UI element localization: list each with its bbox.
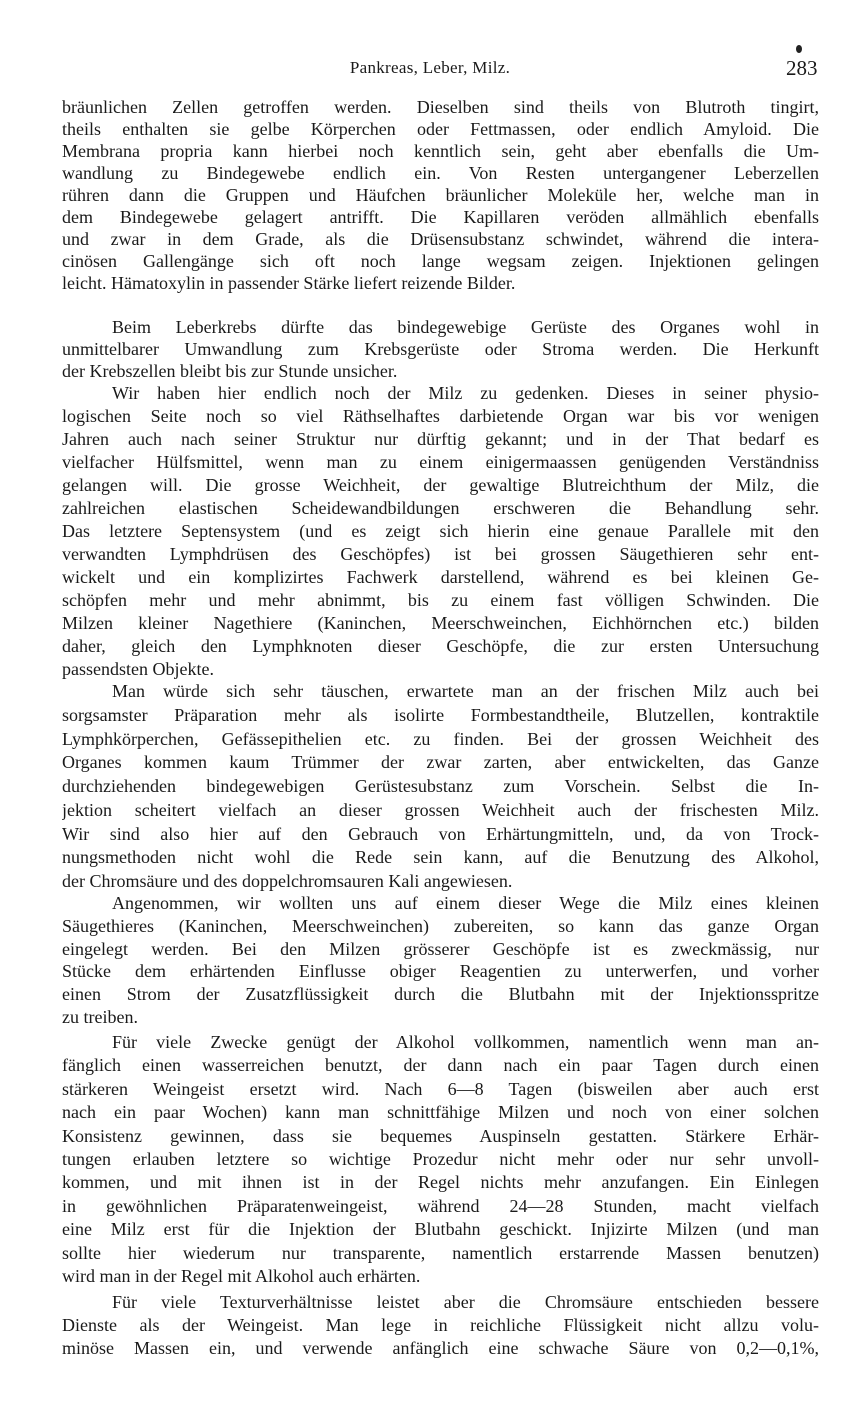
text-line: vielfacher Hülfsmittel, wenn man zu einem einigermaassen genügenden Verständniss bbox=[62, 452, 819, 472]
text-line: Jahren auch nach seiner Struktur nur dürftig gekannt; und in der That bedarf es bbox=[62, 429, 819, 449]
text-line: sollte hier wiederum nur transparente, namentlich erstarrende Massen benutzen) bbox=[62, 1242, 819, 1263]
text-line: minöse Massen ein, und verwende anfänglich eine schwache Säure von 0,2—0,1%, bbox=[62, 1338, 819, 1358]
text-line: jektion scheitert vielfach an dieser grossen Weichheit auch der frischesten Milz. bbox=[62, 799, 819, 820]
text-line: nach ein paar Wochen) kann man schnittfähige Milzen und noch von einer solchen bbox=[62, 1102, 819, 1123]
text-line: rühren dann die Gruppen und Häufchen bräunlicher Moleküle her, welche man in bbox=[62, 185, 819, 205]
text-line: tungen erlauben letztere so wichtige Prozedur nicht mehr oder nur sehr unvoll- bbox=[62, 1149, 819, 1169]
text-line: Konsistenz gewinnen, dass sie bequemes Auspinseln gestatten. Stärkere Erhär- bbox=[62, 1125, 819, 1146]
text-line: zahlreichen elastischen Scheidewandbildungen erschweren die Behandlung sehr. bbox=[62, 498, 819, 518]
text-line: Säugethieres (Kaninchen, Meerschweinchen) zubereiten, so kann das ganze Organ bbox=[62, 915, 819, 936]
text-line: Membrana propria kann hierbei noch kenntlich sein, geht aber ebenfalls die Um- bbox=[62, 141, 819, 161]
text-line: Wir sind also hier auf den Gebrauch von Erhärtungmitteln, und, da von Trock- bbox=[62, 823, 819, 844]
page-number: 283 bbox=[786, 56, 818, 80]
text-line: Angenommen, wir wollten uns auf einem dieser Wege die Milz eines kleinen bbox=[112, 893, 819, 913]
text-line: Beim Leberkrebs dürfte das bindegewebige Gerüste des Organes wohl in bbox=[112, 317, 819, 337]
ink-spot bbox=[796, 45, 802, 53]
text-line: leicht. Hämatoxylin in passender Stärke liefert reizende Bilder. bbox=[62, 273, 516, 293]
text-line: einen Strom der Zusatzflüssigkeit durch die Blutbahn mit der Injektionsspritze bbox=[62, 984, 819, 1005]
running-title: Pankreas, Leber, Milz. bbox=[349, 58, 511, 77]
text-line: sorgsamster Präparation mehr als isolirte Formbestandtheile, Blutzellen, kontraktile bbox=[62, 704, 819, 725]
text-line: Für viele Zwecke genügt der Alkohol vollkommen, namentlich wenn man an- bbox=[112, 1032, 819, 1052]
text-line: dem Bindegewebe gelagert antrifft. Die Kapillaren veröden allmählich ebenfalls bbox=[62, 207, 819, 227]
text-line: der Chromsäure und des doppelchromsauren Kali angewiesen. bbox=[62, 871, 513, 891]
text-line: der Krebszellen bleibt bis zur Stunde unsicher. bbox=[62, 361, 398, 381]
text-line: bräunlichen Zellen getroffen werden. Dieselben sind theils von Blutroth tingirt, bbox=[62, 97, 819, 117]
text-line: Dienste als der Weingeist. Man lege in reichliche Flüssigkeit nicht allzu volu- bbox=[62, 1315, 819, 1335]
text-line: und zwar in dem Grade, als die Drüsensubstanz schwindet, während die intera- bbox=[62, 229, 819, 249]
text-line: Lymphkörperchen, Gefässepithelien etc. zu finden. Bei der grossen Weichheit des bbox=[62, 728, 819, 749]
text-line: wickelt und ein komplizirtes Fachwerk darstellend, während es bei kleinen Ge- bbox=[62, 567, 819, 587]
text-line: stärkeren Weingeist ersetzt wird. Nach 6—8 Tagen (bisweilen aber auch erst bbox=[62, 1078, 819, 1099]
text-line: Das letztere Septensystem (und es zeigt sich hierin eine genaue Parallele mit den bbox=[62, 521, 819, 541]
text-line: zu treiben. bbox=[62, 1007, 138, 1027]
text-line: Wir haben hier endlich noch der Milz zu gedenken. Dieses in seiner physio- bbox=[112, 383, 819, 403]
text-line: Für viele Texturverhältnisse leistet aber die Chromsäure entschieden bessere bbox=[112, 1292, 819, 1312]
text-line: wird man in der Regel mit Alkohol auch erhärten. bbox=[62, 1266, 421, 1286]
text-line: durchziehenden bindegewebigen Gerüstesubstanz zum Vorschein. Selbst die In- bbox=[62, 776, 819, 796]
text-line: eine Milz erst für die Injektion der Blutbahn geschickt. Injizirte Milzen (und man bbox=[62, 1219, 819, 1240]
text-line: verwandten Lymphdrüsen des Geschöpfes) ist bei grossen Säugethieren sehr ent- bbox=[62, 544, 819, 564]
text-line: nungsmethoden nicht wohl die Rede sein kann, auf die Benutzung des Alkohol, bbox=[62, 847, 819, 868]
text-line: theils enthalten sie gelbe Körperchen oder Fettmassen, oder endlich Amyloid. Die bbox=[62, 119, 819, 139]
text-line: daher, gleich den Lymphknoten dieser Geschöpfe, die zur ersten Untersuchung bbox=[62, 636, 819, 656]
text-line: schöpfen mehr und mehr abnimmt, bis zu einem fast völligen Schwinden. Die bbox=[62, 590, 819, 610]
text-line: gelangen will. Die grosse Weichheit, der gewaltige Blutreichthum der Milz, die bbox=[62, 475, 819, 495]
text-line: wandlung zu Bindegewebe endlich ein. Von Resten untergangener Leberzellen bbox=[62, 163, 819, 183]
text-line: passendsten Objekte. bbox=[62, 659, 214, 679]
text-line: Man würde sich sehr täuschen, erwartete man an der frischen Milz auch bei bbox=[112, 681, 819, 701]
text-line: eingelegt werden. Bei den Milzen grösserer Geschöpfe ist es zweckmässig, nur bbox=[62, 938, 819, 959]
text-line: cinösen Gallengänge sich oft noch lange wegsam zeigen. Injektionen gelingen bbox=[62, 251, 819, 271]
text-line: kommen, und mit ihnen ist in der Regel nichts mehr anzufangen. Ein Einlegen bbox=[62, 1172, 819, 1193]
text-line: unmittelbarer Umwandlung zum Krebsgerüste oder Stroma werden. Die Herkunft bbox=[62, 339, 819, 359]
text-line: in gewöhnlichen Präparatenweingeist, während 24—28 Stunden, macht vielfach bbox=[62, 1195, 819, 1216]
text-line: Organes kommen kaum Trümmer der zwar zarten, aber entwickelten, das Ganze bbox=[62, 752, 819, 773]
text-line: fänglich einen wasserreichen benutzt, der dann nach ein paar Tagen durch einen bbox=[62, 1055, 819, 1076]
text-line: Milzen kleiner Nagethiere (Kaninchen, Meerschweinchen, Eichhörnchen etc.) bilden bbox=[62, 613, 819, 633]
text-line: Stücke dem erhärtenden Einflusse obiger Reagentien zu unterwerfen, und vorher bbox=[62, 961, 819, 982]
text-line: logischen Seite noch so viel Räthselhaftes darbietende Organ war bis vor wenigen bbox=[62, 406, 819, 426]
